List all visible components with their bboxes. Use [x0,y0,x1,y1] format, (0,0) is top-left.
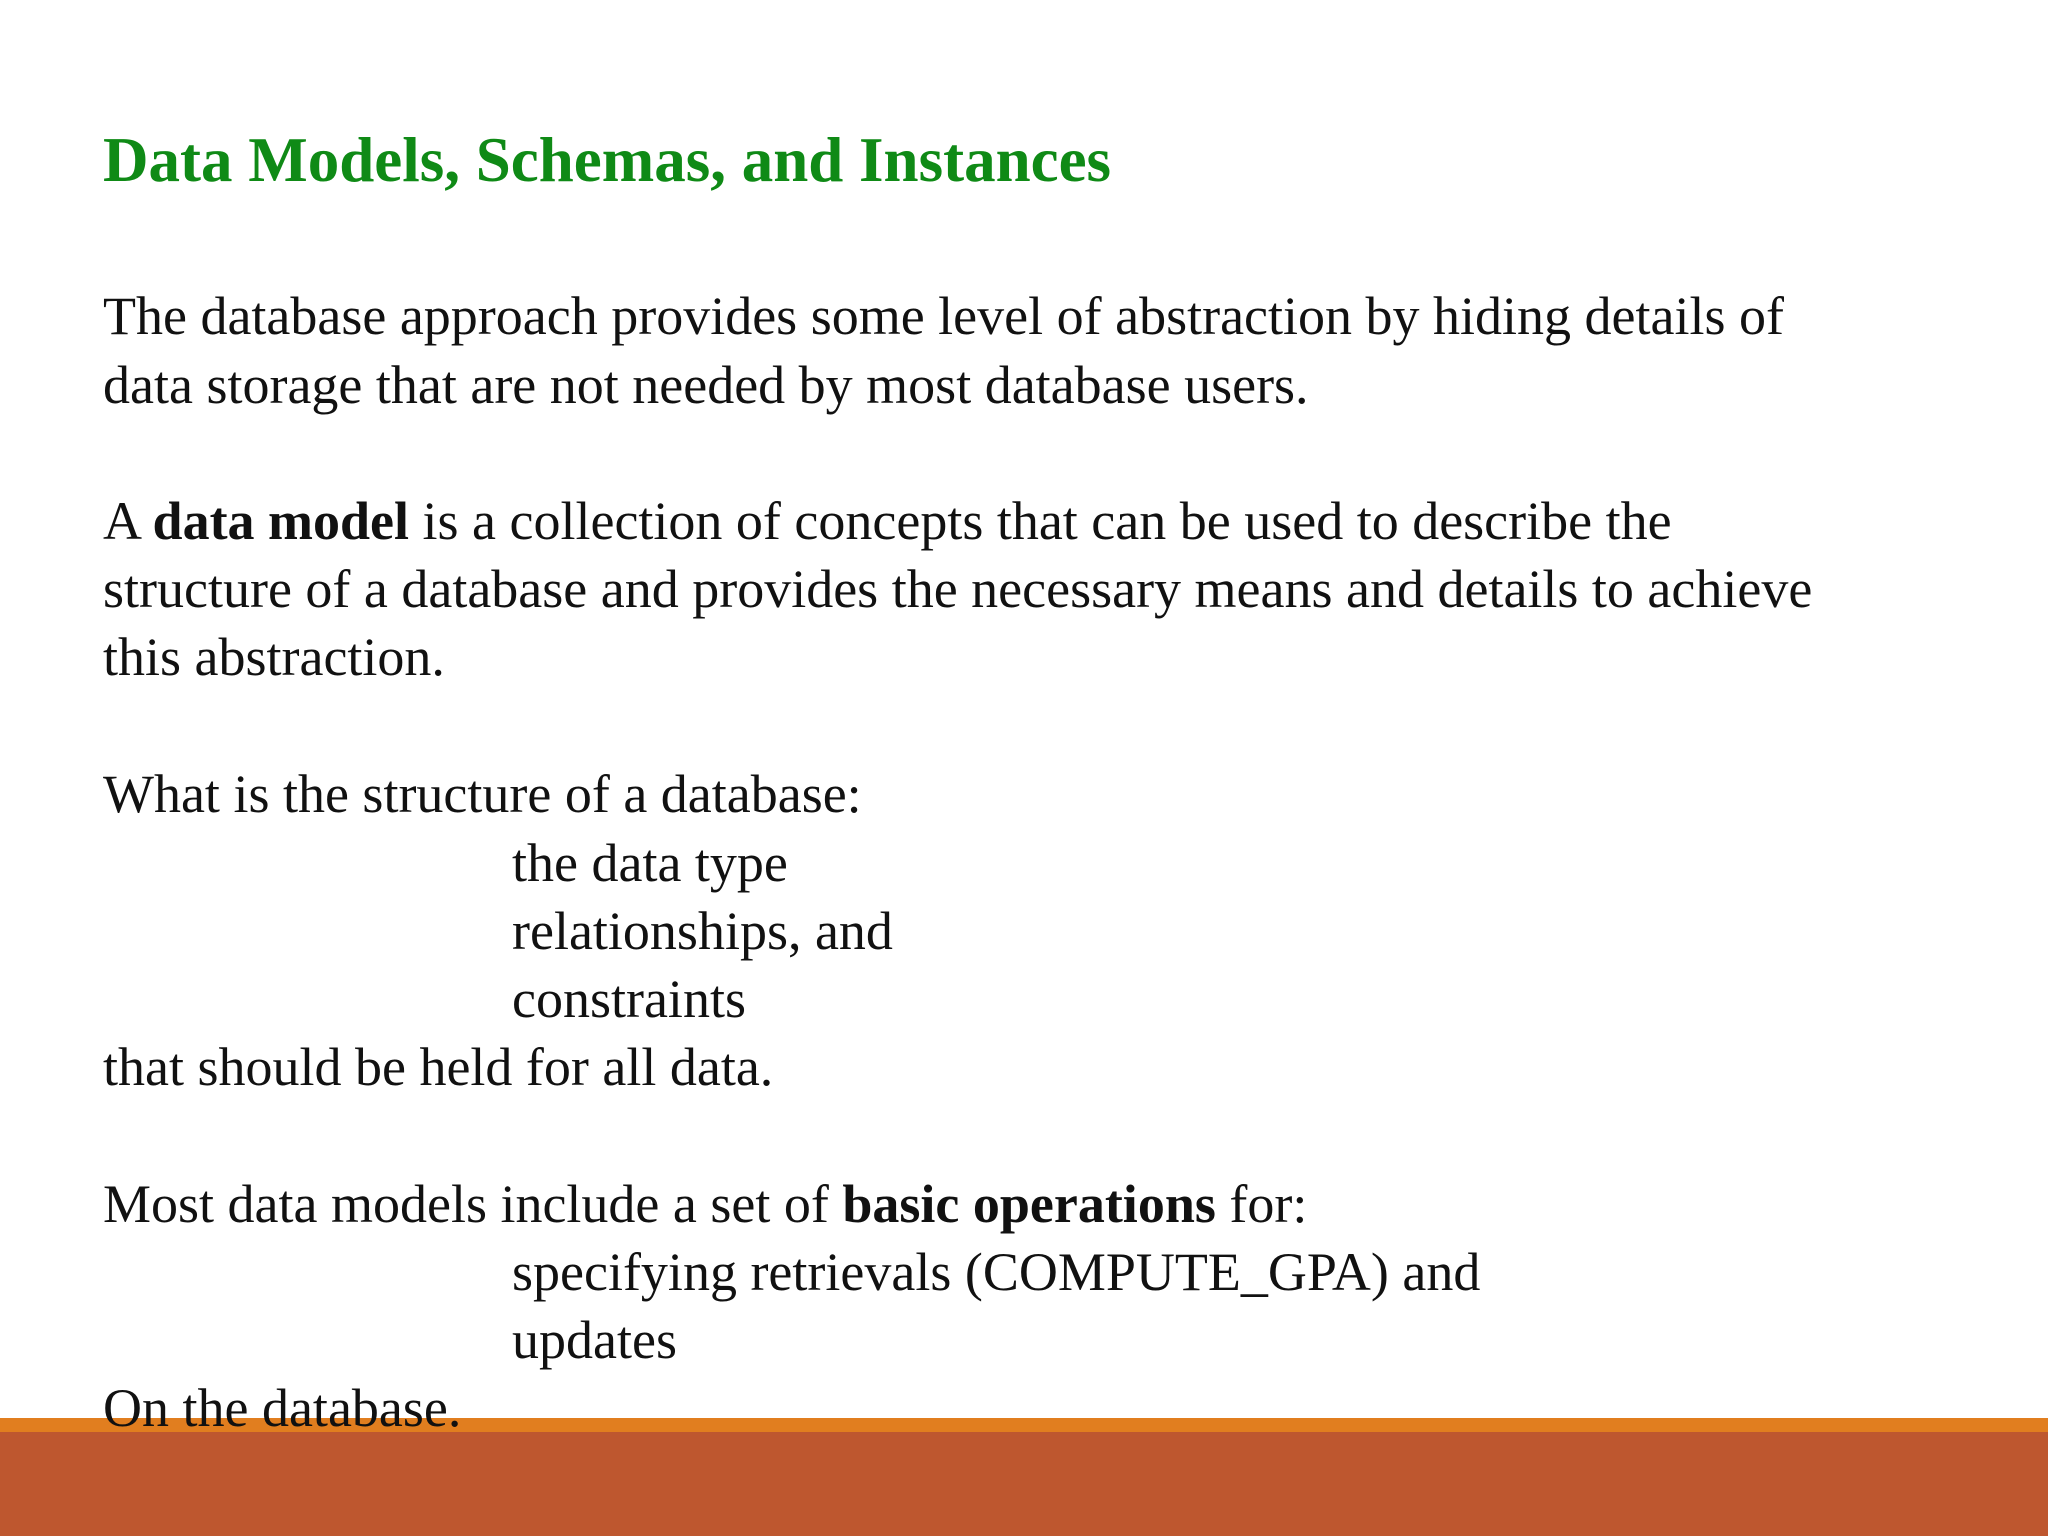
structure-question: What is the structure of a database: [103,764,862,824]
structure-item-constraints: constraints [512,969,746,1029]
slide-title: Data Models, Schemas, and Instances [103,125,1112,195]
basic-operations-term: basic operations [842,1174,1216,1234]
operations-item-retrievals: specifying retrievals (COMPUTE_GPA) and [512,1242,1481,1302]
structure-item-relationships: relationships, and [512,901,893,961]
operations-prefix: Most data models include a set of [103,1174,843,1234]
paragraph-2-prefix: A [103,491,153,551]
structure-item-data-type: the data type [512,833,788,893]
operations-closing: On the database. [103,1378,462,1438]
paragraph-2-line-1 [103,487,1672,555]
paragraph-2-suffix: is a collection of concepts that can be used to describe the [409,491,1672,551]
operations-suffix: for: [1215,1174,1308,1234]
structure-closing: that should be held for all data. [103,1037,774,1097]
paragraph-2-line-3: this abstraction. [103,627,445,687]
paragraph-1-line-1: The database approach provides some level of abstraction by hiding details of [103,286,1784,346]
paragraph-2-line-2: structure of a database and provides the necessary means and details to achieve [103,559,1813,619]
data-model-term: data model [152,491,410,551]
footer-band [0,1432,2048,1536]
paragraph-1-line-2: data storage that are not needed by most database users. [103,355,1309,415]
operations-intro [103,1170,1307,1238]
operations-item-updates: updates [512,1310,677,1370]
